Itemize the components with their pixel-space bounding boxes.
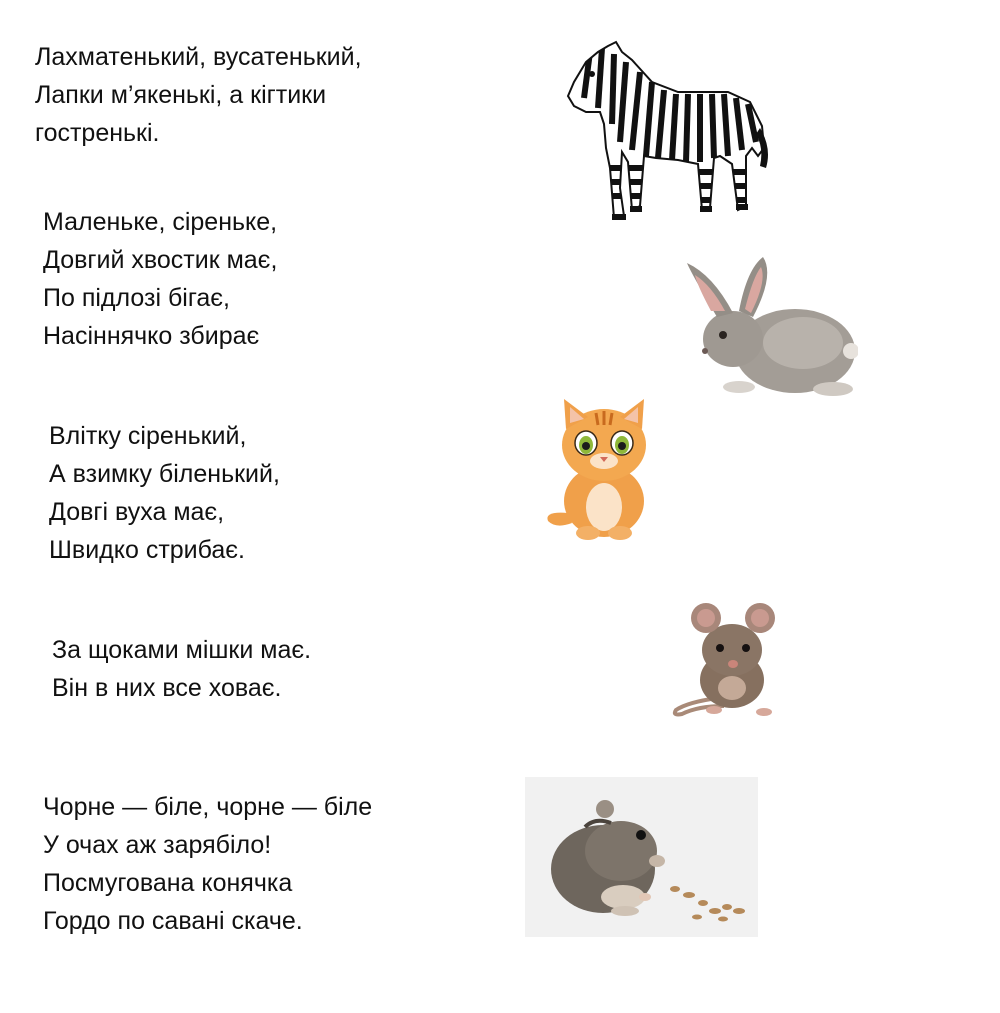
riddle-4 <box>52 631 311 707</box>
riddle-line: Довгі вуха має, <box>49 498 225 526</box>
riddle-line: Влітку сіренький, <box>49 422 247 450</box>
riddle-line: Чорне — біле, чорне — біле <box>43 793 373 821</box>
riddle-line: гостренькі. <box>35 119 160 147</box>
zebra-image <box>560 38 775 228</box>
hamster-image <box>525 777 758 937</box>
riddle-line: За щоками мішки має. <box>52 636 312 664</box>
riddle-line: Посмугована конячка <box>43 869 293 897</box>
riddle-5 <box>43 788 372 940</box>
riddle-line: У очах аж зарябіло! <box>43 831 272 859</box>
riddle-line: Гордо по савані скаче. <box>43 907 303 935</box>
rabbit-image <box>683 255 858 403</box>
mouse-image <box>668 598 786 720</box>
riddle-1 <box>35 38 362 152</box>
riddle-line: Лапки м’якенькі, а кігтики <box>35 81 327 109</box>
riddle-3 <box>49 417 280 569</box>
riddle-line: Лахматенький, вусатенький, <box>35 43 362 71</box>
riddle-line: А взимку біленький, <box>49 460 280 488</box>
riddle-line: Він в них все ховає. <box>52 674 282 702</box>
riddle-line: Швидко стрибає. <box>49 536 245 564</box>
cat-image <box>540 395 665 543</box>
riddle-line: Маленьке, сіреньке, <box>43 208 278 236</box>
riddle-line: По підлозі бігає, <box>43 284 230 312</box>
riddle-2 <box>43 203 277 355</box>
riddle-line: Насіннячко збирає <box>43 322 260 350</box>
riddle-line: Довгий хвостик має, <box>43 246 278 274</box>
